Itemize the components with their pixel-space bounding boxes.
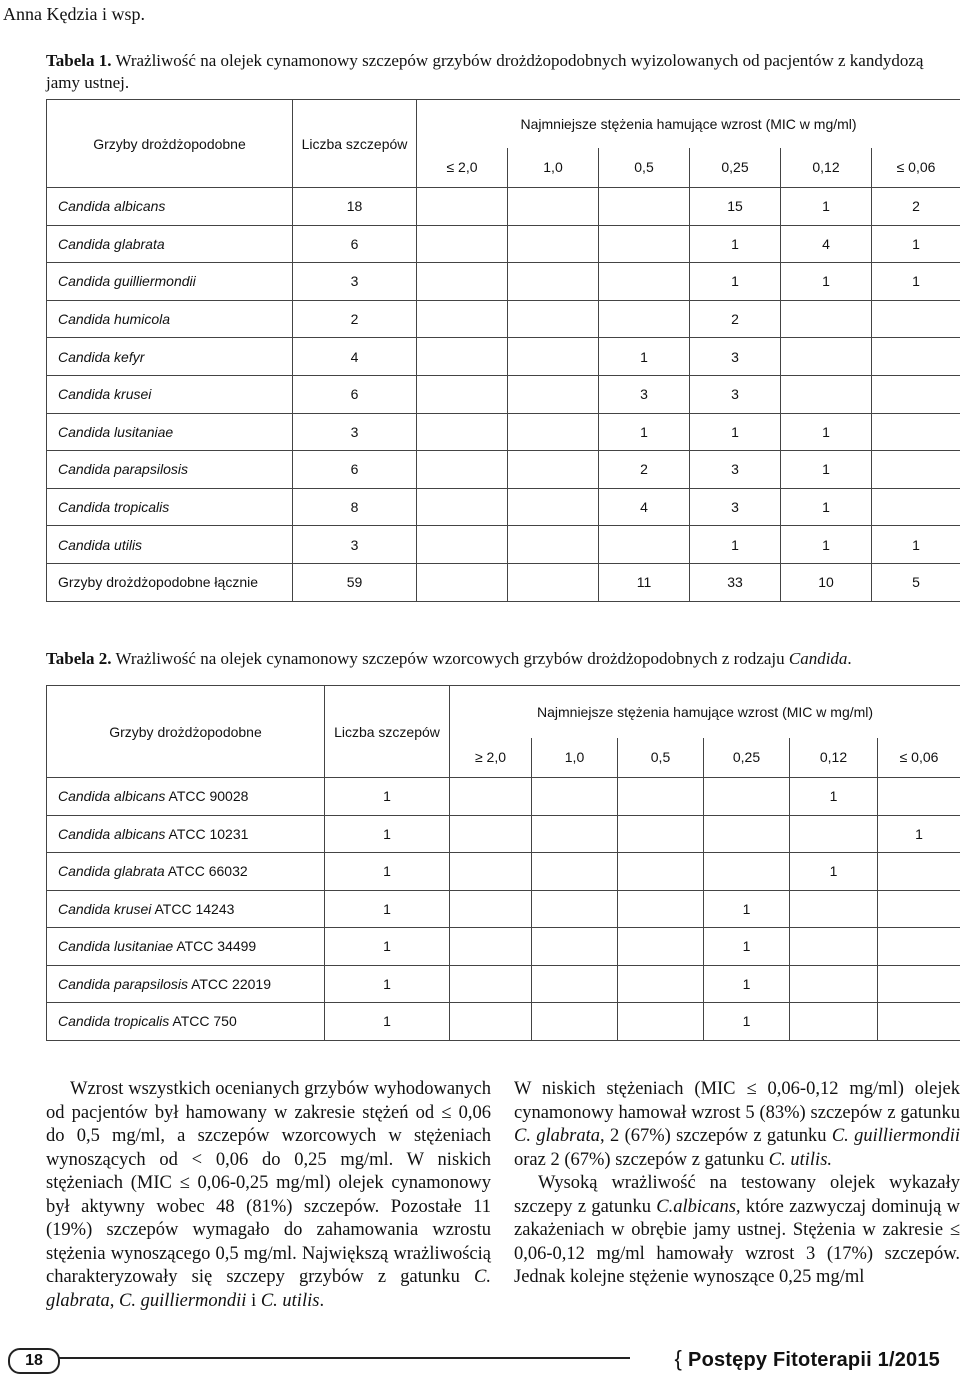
species-label: Candida albicans (58, 825, 166, 842)
text-run: W niskich stężeniach (MIC ≤ 0,06-0,12 mg/ml) olejek cynamonowy hamował wzrost 5 (83%) szczepów z gatunku (514, 1079, 960, 1123)
species-name (47, 965, 325, 1003)
species-name (47, 188, 293, 226)
species-name (47, 488, 293, 526)
mic-cell (599, 263, 690, 301)
mic-cell (704, 853, 790, 891)
species-name (47, 1003, 325, 1041)
mic-cell (704, 778, 790, 816)
mic-cell (618, 965, 704, 1003)
mic-cell (790, 815, 878, 853)
species-label: Candida albicans (58, 198, 166, 215)
mic-cell (878, 965, 960, 1003)
species-label: Candida tropicalis (58, 1013, 170, 1030)
table2-caption-end: . (847, 649, 852, 668)
species-name (47, 375, 293, 413)
strain-count: 8 (293, 488, 417, 526)
mic-cell (417, 375, 508, 413)
text-run: C. utilis. (768, 1149, 833, 1170)
strain-code: ATCC 22019 (187, 975, 271, 992)
mic-cell (878, 1003, 960, 1041)
mic-cell: 5 (872, 563, 960, 601)
strain-count: 1 (325, 928, 450, 966)
table-row (47, 1003, 960, 1041)
table1-caption (46, 50, 956, 94)
strain-count: 6 (293, 451, 417, 489)
mic-cell (508, 263, 599, 301)
strain-count: 1 (325, 1003, 450, 1041)
mic-cell (599, 225, 690, 263)
species-name (47, 815, 325, 853)
mic-cell: 3 (690, 375, 781, 413)
mic-cell (532, 853, 618, 891)
mic-cell (450, 815, 532, 853)
mic-cell: 1 (704, 928, 790, 966)
strain-code: ATCC 66032 (164, 863, 248, 880)
table-row (47, 413, 960, 451)
text-run: . (319, 1290, 325, 1311)
mic-cell (618, 928, 704, 966)
strain-count: 1 (325, 853, 450, 891)
mic-cell (417, 451, 508, 489)
text-run: C. glabrata (514, 1126, 601, 1146)
mic-cell (508, 451, 599, 489)
strain-count: 3 (293, 526, 417, 564)
mic-cell (450, 965, 532, 1003)
mic-cell (872, 300, 960, 338)
species-label: Candida parapsilosis (58, 975, 188, 992)
species-label: Candida glabrata (58, 235, 165, 252)
mic-cell (872, 451, 960, 489)
mic-cell (704, 815, 790, 853)
text-run: Wysoką wrażliwość na testowany olejek wykazały szczepy z gatunku (514, 1173, 960, 1217)
mic-cell (872, 338, 960, 376)
species-label: Candida utilis (58, 536, 143, 553)
table-row (47, 815, 960, 853)
mic-cell (618, 778, 704, 816)
mic-cell (450, 778, 532, 816)
mic-cell (508, 225, 599, 263)
mic-cell (532, 815, 618, 853)
strain-count: 3 (293, 263, 417, 301)
page-number: 18 (8, 1348, 60, 1374)
strain-code: ATCC 14243 (151, 900, 235, 917)
species-label: Candida humicola (58, 311, 171, 328)
table2-header-mic: Najmniejsze stężenia hamujące wzrost (MIC w mg/ml) (450, 686, 960, 738)
mic-cell (872, 413, 960, 451)
mic-cell: 1 (781, 263, 872, 301)
table1-mic-col-2: 0,5 (599, 148, 690, 188)
table-row (47, 853, 960, 891)
species-name (47, 225, 293, 263)
mic-cell (781, 338, 872, 376)
mic-cell (508, 563, 599, 601)
mic-cell (532, 928, 618, 966)
text-run: C.albicans, (656, 1196, 741, 1217)
mic-cell (878, 890, 960, 928)
mic-cell (618, 853, 704, 891)
mic-cell (599, 188, 690, 226)
table2-mic-col-0: ≥ 2,0 (450, 738, 532, 778)
species-label: Candida parapsilosis (58, 461, 188, 478)
table2-mic-col-4: 0,12 (790, 738, 878, 778)
mic-cell (450, 853, 532, 891)
strain-code: ATCC 90028 (165, 788, 249, 805)
table-row (47, 338, 960, 376)
mic-cell (417, 263, 508, 301)
table1-caption-label: Tabela 1. (46, 51, 112, 70)
mic-cell: 11 (599, 563, 690, 601)
strain-code: ATCC 10231 (165, 825, 249, 842)
mic-cell (417, 488, 508, 526)
table2-header-species: Grzyby drożdżopodobne (47, 686, 325, 778)
mic-cell (878, 928, 960, 966)
mic-cell (872, 488, 960, 526)
species-name (47, 778, 325, 816)
table1-caption-text: Wrażliwość na olejek cynamonowy szczepów grzybów drożdżopodobnych wyizolowanych od pacjentów z kandydozą jamy ustnej. (46, 51, 924, 92)
strain-count: 1 (325, 965, 450, 1003)
mic-cell: 1 (599, 338, 690, 376)
table1-mic-col-5: ≤ 0,06 (872, 148, 960, 188)
text-run: i (246, 1290, 261, 1311)
mic-cell: 33 (690, 563, 781, 601)
table1-header-mic: Najmniejsze stężenia hamujące wzrost (MIC w mg/ml) (417, 100, 960, 148)
mic-cell (450, 890, 532, 928)
body-paragraph-right-1 (514, 1078, 960, 1172)
table1-mic-col-0: ≤ 2,0 (417, 148, 508, 188)
text-run: C. glabrata (46, 1267, 491, 1311)
species-name (47, 338, 293, 376)
mic-cell (508, 488, 599, 526)
species-name (47, 413, 293, 451)
strain-count: 1 (325, 815, 450, 853)
table1-mic-col-3: 0,25 (690, 148, 781, 188)
mic-cell (599, 300, 690, 338)
journal-bracket-icon: { (674, 1346, 683, 1371)
strain-count: 6 (293, 225, 417, 263)
mic-cell (618, 890, 704, 928)
mic-cell (450, 1003, 532, 1041)
text-run: , (109, 1290, 119, 1311)
strain-count: 59 (293, 563, 417, 601)
species-name (47, 928, 325, 966)
species-name (47, 853, 325, 891)
mic-cell (417, 225, 508, 263)
text-run: C. utilis (260, 1290, 320, 1311)
species-name (47, 263, 293, 301)
species-label: Candida lusitaniae (58, 938, 174, 955)
table-row (47, 300, 960, 338)
mic-cell: 3 (690, 338, 781, 376)
table2-mic-col-5: ≤ 0,06 (878, 738, 960, 778)
mic-cell (417, 300, 508, 338)
body-column-right (514, 1078, 960, 1290)
mic-cell (781, 375, 872, 413)
strain-count: 4 (293, 338, 417, 376)
mic-cell (417, 526, 508, 564)
table-row (47, 778, 960, 816)
table-row (47, 375, 960, 413)
mic-cell: 1 (599, 413, 690, 451)
mic-cell (532, 778, 618, 816)
table2-caption (46, 648, 956, 670)
species-label: Candida krusei (58, 386, 152, 403)
strain-count: 1 (325, 778, 450, 816)
table2-caption-italic: Candida (788, 649, 848, 668)
mic-cell (618, 1003, 704, 1041)
mic-cell: 1 (690, 263, 781, 301)
mic-cell: 2 (599, 451, 690, 489)
mic-cell: 1 (704, 965, 790, 1003)
mic-cell: 1 (878, 815, 960, 853)
mic-cell (878, 853, 960, 891)
mic-cell: 1 (872, 225, 960, 263)
mic-cell (532, 1003, 618, 1041)
mic-cell: 1 (704, 1003, 790, 1041)
table-row (47, 188, 960, 226)
mic-cell (790, 928, 878, 966)
species-label: Candida guilliermondii (58, 273, 196, 290)
mic-cell: 1 (781, 188, 872, 226)
species-label: Candida kefyr (58, 348, 145, 365)
strain-count: 3 (293, 413, 417, 451)
table2-header-count: Liczba szczepów (325, 686, 450, 778)
mic-cell (417, 338, 508, 376)
mic-cell: 15 (690, 188, 781, 226)
mic-cell: 10 (781, 563, 872, 601)
species-label: Candida glabrata (58, 863, 165, 880)
mic-cell (532, 890, 618, 928)
species-label: Candida lusitaniae (58, 423, 174, 440)
text-run: C. guilliermondii (831, 1126, 960, 1146)
mic-cell: 1 (872, 263, 960, 301)
mic-cell (417, 188, 508, 226)
journal-title: Postępy Fitoterapii 1/2015 (688, 1349, 940, 1371)
strain-count: 2 (293, 300, 417, 338)
mic-cell (532, 965, 618, 1003)
table1-header-species: Grzyby drożdżopodobne (47, 100, 293, 188)
species-label: Candida albicans (58, 788, 166, 805)
mic-cell: 3 (599, 375, 690, 413)
strain-count: 1 (325, 890, 450, 928)
mic-cell: 1 (872, 526, 960, 564)
table1-mic-col-4: 0,12 (781, 148, 872, 188)
mic-cell: 1 (790, 853, 878, 891)
mic-cell: 3 (690, 451, 781, 489)
table-row (47, 451, 960, 489)
mic-cell (508, 375, 599, 413)
mic-cell: 1 (781, 451, 872, 489)
body-paragraph-right-2 (514, 1172, 960, 1290)
species-name (47, 451, 293, 489)
journal-name (666, 1346, 940, 1372)
table1-header-count: Liczba szczepów (293, 100, 417, 188)
mic-cell: 4 (599, 488, 690, 526)
body-paragraph-left (46, 1078, 491, 1313)
mic-cell (450, 928, 532, 966)
species-name (47, 563, 293, 601)
table-row (47, 890, 960, 928)
table-row (47, 928, 960, 966)
mic-cell: 1 (781, 413, 872, 451)
mic-cell (508, 300, 599, 338)
mic-cell (781, 300, 872, 338)
mic-cell (618, 815, 704, 853)
mic-cell (790, 890, 878, 928)
text-run: , 2 (67%) szczepów z gatunku (600, 1126, 832, 1146)
mic-cell (508, 188, 599, 226)
mic-cell: 1 (781, 488, 872, 526)
strain-code: ATCC 34499 (173, 938, 257, 955)
strain-count: 18 (293, 188, 417, 226)
text-run: oraz 2 (67%) szczepów z gatunku (514, 1149, 769, 1170)
mic-cell: 1 (690, 225, 781, 263)
mic-cell: 2 (872, 188, 960, 226)
table-row (47, 965, 960, 1003)
footer-rule-left (10, 1357, 630, 1359)
mic-cell: 1 (690, 526, 781, 564)
running-head: Anna Kędzia i wsp. (3, 4, 145, 24)
species-name (47, 300, 293, 338)
table-row (47, 526, 960, 564)
text-run: które zazwyczaj dominują w zakażeniach w obrębie jamy ustnej. Stężenia w zakresie ≤ 0,06-0,12 mg/ml hamowały wzrost 3 (17%) szczepów. Jednak kolejne stężenie wynoszące 0,25 mg/ml (514, 1196, 960, 1287)
species-name (47, 890, 325, 928)
mic-cell: 2 (690, 300, 781, 338)
table2-caption-label: Tabela 2. (46, 649, 112, 668)
text-run: Wzrost wszystkich ocenianych grzybów wyhodowanych od pacjentów był hamowany w zakresie stężeń od ≤ 0,06 do 0,5 mg/ml, a szczepów wzorcowych w stężeniach wynoszących od < 0,06 do 0,25 mg/ml. W niskich stężeniach (MIC ≤ 0,06-0,25 mg/ml) olejek cynamonowy był aktywny wobec 48 (81%) szczepów. Pozostałe 11 (19%) szczepów wymagało do zahamowania wzrostu stężenia wynoszącego 0,5 mg/ml. Największą wrażliwością charakteryzowały się szczepy grzybów z gatunku (46, 1079, 491, 1287)
mic-cell (508, 413, 599, 451)
mic-cell (872, 375, 960, 413)
mic-cell (508, 526, 599, 564)
strain-count: 6 (293, 375, 417, 413)
species-label: Grzyby drożdżopodobne łącznie (58, 574, 259, 591)
table2 (46, 685, 960, 1041)
table2-mic-col-3: 0,25 (704, 738, 790, 778)
mic-cell: 1 (690, 413, 781, 451)
mic-cell: 4 (781, 225, 872, 263)
mic-cell (790, 1003, 878, 1041)
species-name (47, 526, 293, 564)
species-label: Candida tropicalis (58, 499, 170, 516)
species-label: Candida krusei (58, 900, 152, 917)
mic-cell (878, 778, 960, 816)
table1 (46, 99, 960, 602)
table2-caption-text: Wrażliwość na olejek cynamonowy szczepów wzorcowych grzybów drożdżopodobnych z rodzaju (111, 649, 789, 668)
table2-mic-col-1: 1,0 (532, 738, 618, 778)
mic-cell (417, 413, 508, 451)
mic-cell (417, 563, 508, 601)
table-row (47, 563, 960, 601)
table2-mic-col-2: 0,5 (618, 738, 704, 778)
table1-mic-col-1: 1,0 (508, 148, 599, 188)
mic-cell: 1 (790, 778, 878, 816)
body-column-left (46, 1078, 491, 1313)
mic-cell (790, 965, 878, 1003)
table-row (47, 225, 960, 263)
mic-cell (508, 338, 599, 376)
mic-cell: 3 (690, 488, 781, 526)
mic-cell (599, 526, 690, 564)
table-row (47, 263, 960, 301)
mic-cell: 1 (704, 890, 790, 928)
text-run: C. guilliermondii (118, 1290, 247, 1311)
table-row (47, 488, 960, 526)
mic-cell: 1 (781, 526, 872, 564)
strain-code: ATCC 750 (169, 1013, 237, 1030)
